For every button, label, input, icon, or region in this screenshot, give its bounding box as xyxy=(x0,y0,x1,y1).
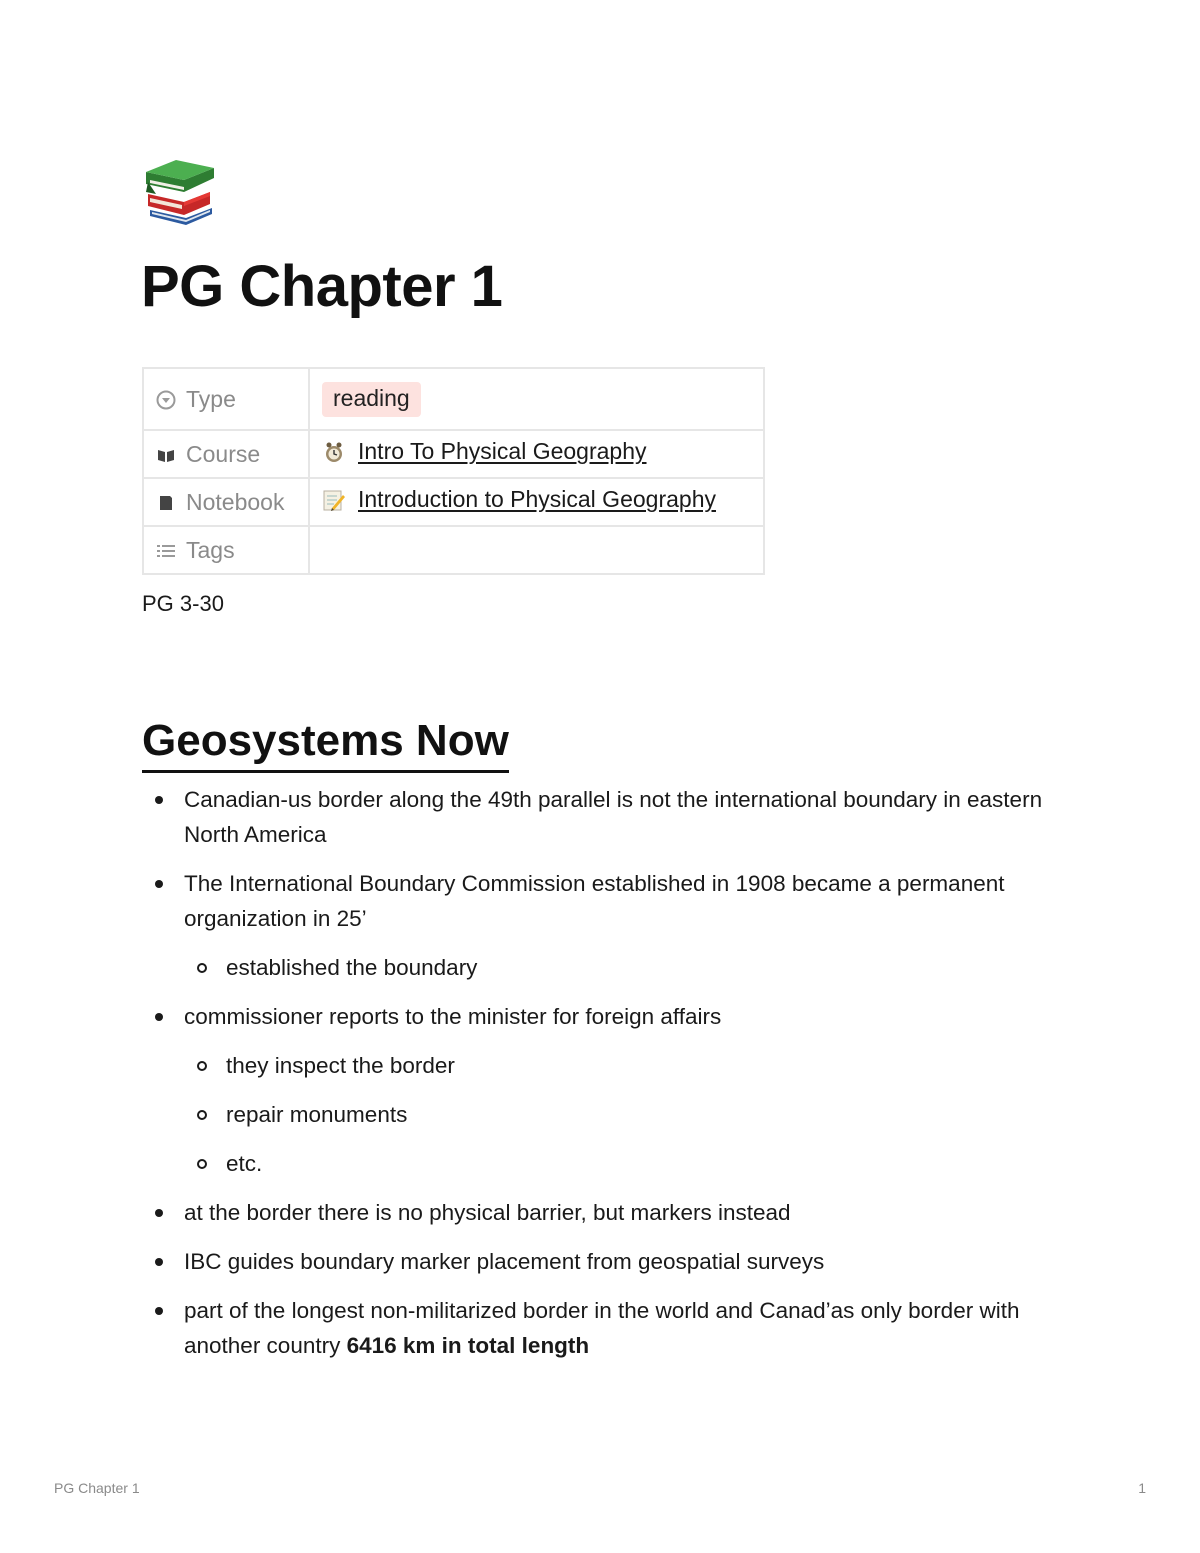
property-key-notebook xyxy=(143,478,309,526)
list-item xyxy=(142,1097,1082,1132)
list-item-text: The International Boundary Commission established in 1908 became a permanent organization in 25’ xyxy=(184,871,1005,931)
course-link[interactable]: Intro To Physical Geography xyxy=(358,438,647,465)
list-item xyxy=(142,782,1082,852)
relation-icon xyxy=(156,445,176,465)
notebook-link[interactable]: Introduction to Physical Geography xyxy=(358,486,716,513)
property-key-label: Course xyxy=(186,440,261,467)
multi-select-icon xyxy=(156,541,176,561)
property-row-notebook xyxy=(143,478,764,526)
property-key-type xyxy=(143,368,309,430)
footer-title: PG Chapter 1 xyxy=(54,1480,140,1496)
property-key-course xyxy=(143,430,309,478)
list-item-bold-text: 6416 km in total length xyxy=(346,1333,590,1358)
list-item-text: IBC guides boundary marker placement from geospatial surveys xyxy=(184,1249,825,1274)
list-item-text: commissioner reports to the minister for foreign affairs xyxy=(184,1004,722,1029)
list-item xyxy=(142,950,1082,985)
property-value-course[interactable] xyxy=(309,430,764,478)
section-heading: Geosystems Now xyxy=(142,712,509,773)
memo-icon xyxy=(322,488,346,512)
property-value-tags[interactable] xyxy=(309,526,764,574)
footer-page-number: 1 xyxy=(1138,1480,1146,1496)
list-item-text: repair monuments xyxy=(226,1102,408,1127)
alarm-clock-icon xyxy=(322,440,346,464)
status-icon xyxy=(156,390,176,410)
list-item-text: Canadian-us border along the 49th parallel is not the international boundary in eastern North America xyxy=(184,787,1043,847)
relation-icon xyxy=(156,493,176,513)
list-item-text: they inspect the border xyxy=(226,1053,455,1078)
list-item xyxy=(142,1244,1082,1279)
page-title: PG Chapter 1 xyxy=(141,254,503,319)
property-key-label: Type xyxy=(186,385,236,412)
list-item xyxy=(142,1293,1082,1363)
notebook-relation[interactable] xyxy=(322,486,716,513)
list-item-text: established the boundary xyxy=(226,955,478,980)
page-range-text: PG 3-30 xyxy=(142,591,224,616)
list-item-text: etc. xyxy=(226,1151,263,1176)
type-tag[interactable]: reading xyxy=(322,382,421,417)
list-item xyxy=(142,1195,1082,1230)
list-item-text: at the border there is no physical barrier, but markers instead xyxy=(184,1200,791,1225)
property-value-type[interactable] xyxy=(309,368,764,430)
property-row-tags xyxy=(143,526,764,574)
books-icon xyxy=(142,152,222,232)
list-item xyxy=(142,1048,1082,1083)
properties-table xyxy=(142,367,765,575)
property-row-course xyxy=(143,430,764,478)
property-row-type xyxy=(143,368,764,430)
property-key-label: Tags xyxy=(186,536,235,563)
property-key-label: Notebook xyxy=(186,488,285,515)
list-item xyxy=(142,999,1082,1034)
course-relation[interactable] xyxy=(322,438,647,465)
list-item-text: part of the longest non-militarized border in the world and Canad’as only border with another country xyxy=(184,1298,1020,1358)
notes-list xyxy=(142,782,1082,1377)
property-key-tags xyxy=(143,526,309,574)
list-item xyxy=(142,1146,1082,1181)
property-value-notebook[interactable] xyxy=(309,478,764,526)
list-item xyxy=(142,866,1082,936)
